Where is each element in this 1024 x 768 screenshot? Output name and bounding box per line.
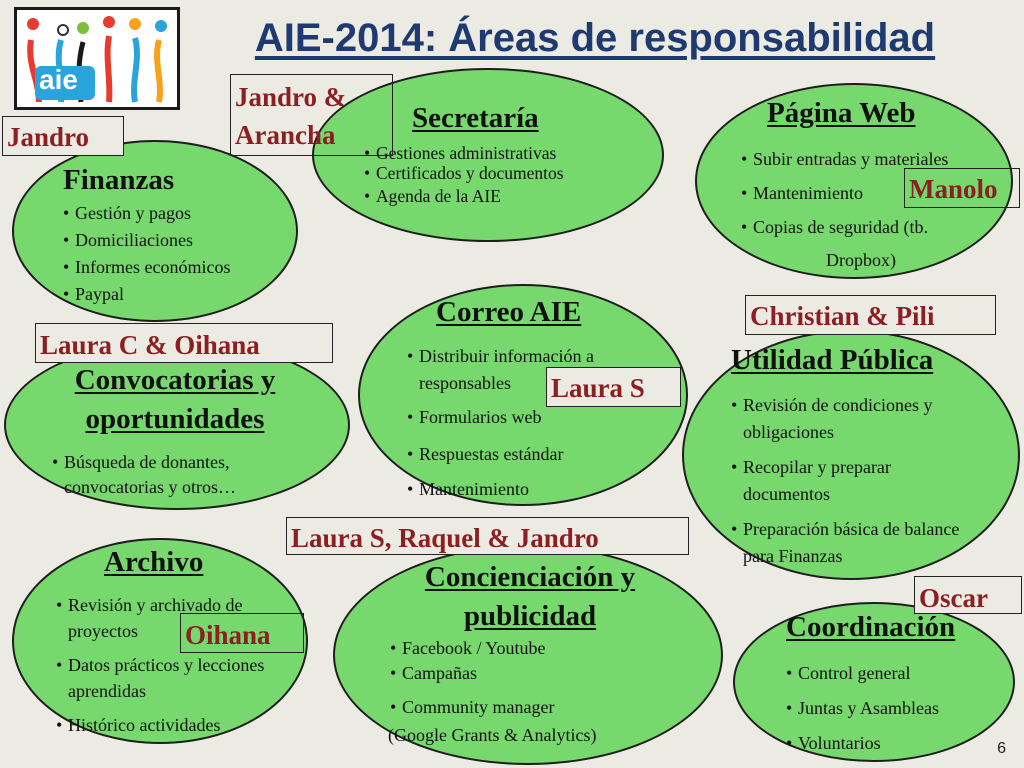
archivo-heading: Archivo <box>104 546 204 578</box>
convocatorias-heading-line2: oportunidades <box>85 403 265 435</box>
secretaria-owner <box>230 74 393 156</box>
list-item: • Gestión y pagos <box>63 200 293 227</box>
list-item: • Informes económicos <box>63 254 293 281</box>
finanzas-heading: Finanzas <box>63 164 175 196</box>
concienciacion-heading-line2: publicidad <box>463 600 597 632</box>
list-item: • Distribuir información a responsables <box>407 343 649 397</box>
list-item: • Copias de seguridad (tb. <box>741 210 1011 244</box>
list-item: • Revisión de condiciones y obligaciones <box>731 392 979 446</box>
list-item: • Mantenimiento <box>407 471 647 507</box>
list-item: • Facebook / Youtube <box>390 636 680 661</box>
concienciacion-owner: Laura S, Raquel & Jandro <box>286 517 689 555</box>
page-number: 6 <box>997 740 1006 757</box>
list-item: • Revisión y archivado de proyectos <box>56 592 276 644</box>
web-owner: Manolo <box>904 168 1020 208</box>
list-item: • Datos prácticos y lecciones aprendidas <box>56 652 276 704</box>
list-item: • Paypal <box>63 281 293 308</box>
correo-heading: Correo AIE <box>436 296 582 328</box>
list-item: • Respuestas estándar <box>407 437 647 471</box>
concienciacion-item-continuation: (Google Grants & Analytics) <box>388 725 597 745</box>
list-item: • Mantenimiento <box>741 176 1011 210</box>
convocatorias-heading-line1: Convocatorias y <box>74 364 276 396</box>
list-item: • Agenda de la AIE <box>364 186 634 207</box>
list-item: • Gestiones administrativas <box>364 143 634 164</box>
list-item: • Domiciliaciones <box>63 227 293 254</box>
convocatorias-items <box>52 450 292 500</box>
list-item: • Voluntarios <box>786 726 1001 761</box>
archivo-owner: Oihana <box>180 613 304 653</box>
convocatorias-owner: Laura C & Oihana <box>35 323 333 363</box>
list-item: • Formularios web <box>407 397 647 437</box>
list-item: • Juntas y Asambleas <box>786 691 1001 726</box>
utilidad-items <box>731 392 979 570</box>
owner-line: Arancha <box>235 120 336 150</box>
secretaria-heading: Secretaría <box>412 102 539 134</box>
list-item: • Control general <box>786 656 1001 691</box>
coordinacion-items <box>786 656 1001 761</box>
logo-text: aie <box>39 64 78 95</box>
utilidad-owner: Christian & Pili <box>745 295 996 335</box>
list-item: • Recopilar y preparar documentos <box>731 454 979 508</box>
list-item: • Subir entradas y materiales <box>741 142 1011 176</box>
list-item: • Campañas <box>390 661 680 686</box>
coordinacion-heading: Coordinación <box>786 611 956 643</box>
list-item: • Histórico actividades <box>56 712 276 738</box>
list-item: • Preparación básica de balance para Finanzas <box>731 516 979 570</box>
coordinacion-owner: Oscar <box>914 576 1022 614</box>
concienciacion-items <box>390 636 680 720</box>
finanzas-owner: Jandro <box>2 116 124 156</box>
owner-line: Jandro & <box>235 82 347 112</box>
secretaria-items <box>364 143 634 207</box>
correo-owner: Laura S <box>546 367 681 407</box>
web-item-continuation: Dropbox) <box>826 250 896 270</box>
list-item: • Búsqueda de donantes, convocatorias y otros… <box>52 450 292 500</box>
utilidad-heading: Utilidad Pública <box>731 344 934 376</box>
concienciacion-heading-line1: Concienciación y <box>424 561 636 593</box>
finanzas-items <box>63 200 293 308</box>
web-heading: Página Web <box>767 97 916 129</box>
page-title: AIE-2014: Áreas de responsabilidad <box>254 16 936 60</box>
list-item: • Certificados y documentos <box>364 164 634 182</box>
aie-logo <box>14 7 180 110</box>
list-item: • Community manager <box>390 695 680 720</box>
